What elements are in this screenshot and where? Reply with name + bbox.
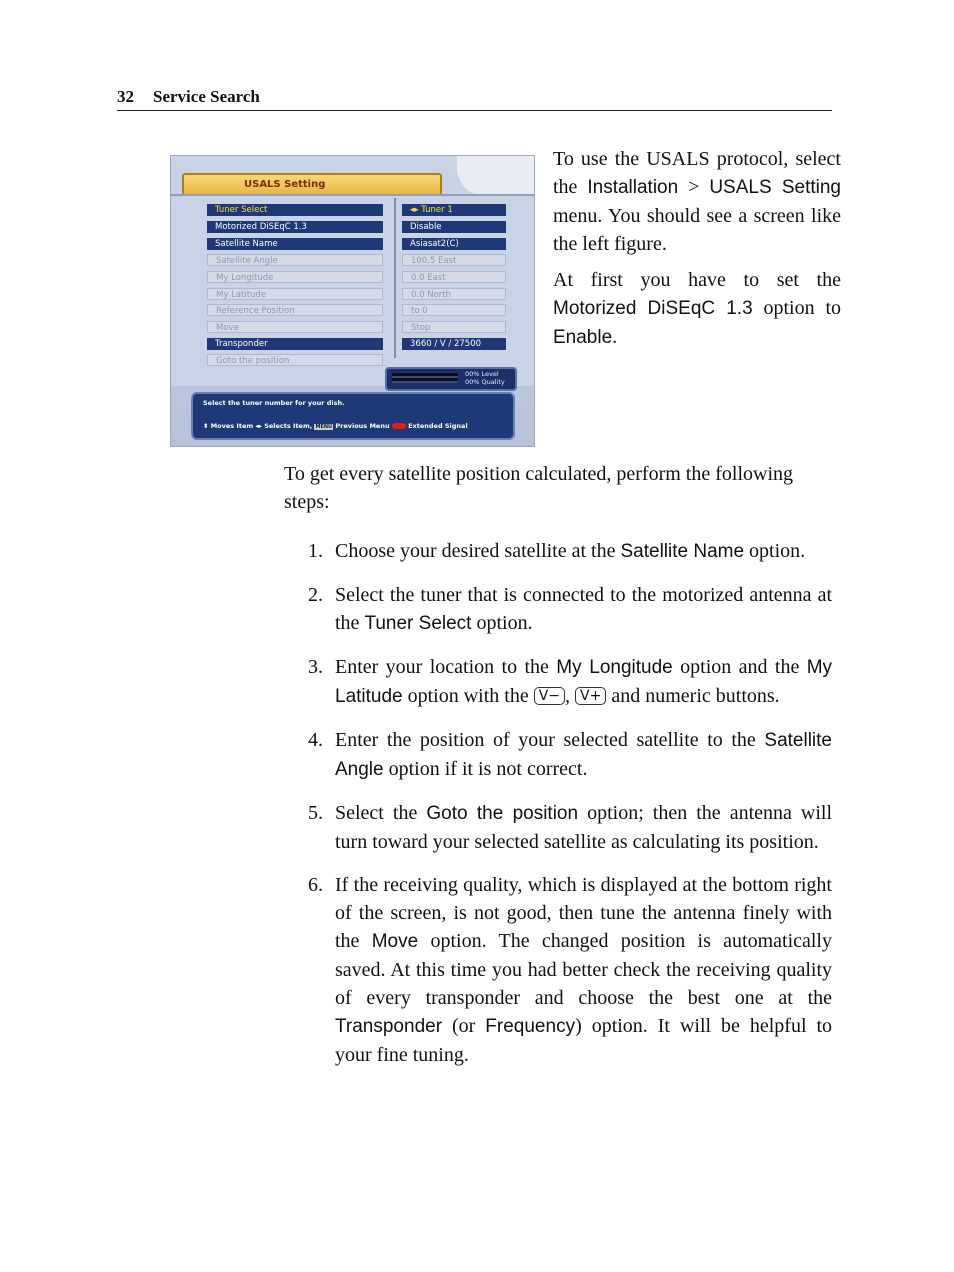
usals-setting-screenshot — [170, 155, 535, 447]
help-bar — [191, 392, 515, 440]
menu-value-transponder: 3660 / V / 27500 — [402, 338, 506, 350]
menu-label-satellite-angle: Satellite Angle — [207, 254, 383, 266]
text: Select the — [335, 802, 418, 824]
steps-list — [308, 537, 832, 1084]
menu-label-transponder: Transponder — [207, 338, 383, 350]
text: If the receiving quality, which is displayed at the bottom right of the screen, is not good, then tune the antenna finely with the — [335, 874, 832, 952]
step-number: 5. — [308, 802, 323, 824]
screen-title: USALS Setting — [244, 179, 326, 190]
option-ref: Move — [371, 931, 419, 952]
option-ref: Tuner Select — [364, 613, 472, 634]
help-previous: Previous Menu — [335, 422, 390, 430]
help-moves: Moves Item — [210, 422, 254, 430]
help-extended: Extended Signal — [408, 422, 468, 430]
leftright-icon: ◂▸ — [255, 422, 265, 430]
menu-label-motorized-diseqc: Motorized DiSEqC 1.3 — [207, 221, 383, 233]
menu-value-angle: 100.5 East — [402, 254, 506, 266]
volume-up-key-icon: V+ — [575, 687, 606, 705]
text: option with the — [407, 685, 529, 707]
menu-key-icon: MENU — [315, 424, 333, 430]
option-ref: My Latitude — [335, 657, 833, 707]
text: (or — [452, 1015, 476, 1037]
help-line-2 — [203, 422, 468, 430]
text: option; then the antenna will turn toward your selected satellite as calculating its position. — [335, 802, 833, 853]
menu-value-tuner — [402, 204, 506, 216]
menu-label-my-latitude: My Latitude — [207, 288, 383, 300]
step-number: 4. — [308, 729, 323, 751]
menu-label-reference-position: Reference Position — [207, 304, 383, 316]
option-ref: Motorized DiSEqC 1.3 — [553, 298, 753, 319]
section-title: Service Search — [153, 87, 260, 106]
help-line-1: Select the tuner number for your dish. — [203, 399, 345, 407]
screen-corner-decoration — [457, 156, 535, 196]
list-item — [308, 653, 832, 711]
menu-label-move: Move — [207, 321, 383, 333]
text: and numeric buttons. — [611, 685, 780, 707]
list-item — [308, 726, 832, 784]
text: option. The changed position is automatically saved. At this time you had better check the receiving quality of every transponder and choose the best one at the — [335, 930, 832, 1009]
menu-value-move: Stop — [402, 321, 506, 333]
intro-paragraph: To get every satellite position calculated, perform the following steps: — [284, 463, 793, 513]
menu-label-my-longitude: My Longitude — [207, 271, 383, 283]
step-number: 6. — [308, 874, 323, 896]
page-number: 32 — [117, 87, 134, 106]
text: At first you have to set the — [553, 269, 841, 291]
menu-value-reference: to 0 — [402, 304, 506, 316]
option-ref: Enable — [553, 327, 613, 348]
quality-text: 00% Quality — [465, 378, 505, 386]
option-ref: Frequency — [485, 1016, 576, 1037]
text: > — [688, 176, 700, 198]
text: Choose your desired satellite at the — [335, 540, 616, 562]
side-text — [553, 145, 841, 360]
menu-label-tuner-select: Tuner Select — [207, 204, 383, 216]
arrows-icon: ◂▸ — [410, 205, 422, 215]
menu-value-satellite: Asiasat2(C) — [402, 238, 506, 250]
text: Enter the position of your selected satellite to the — [335, 729, 756, 751]
running-header — [117, 86, 832, 111]
menu-value-tuner-text: Tuner 1 — [421, 205, 453, 215]
signal-bars — [392, 373, 458, 383]
menu-ref-usals: USALS Setting — [709, 177, 841, 198]
text: ) option. It will be helpful to your fine tuning. — [335, 1015, 833, 1066]
menu-value-latitude: 0.0 North — [402, 288, 506, 300]
option-ref: Satellite Angle — [335, 730, 833, 780]
step-number: 2. — [308, 584, 323, 606]
updown-icon: ⬍ — [203, 422, 211, 430]
option-ref: Satellite Name — [620, 541, 745, 562]
step-number: 1. — [308, 540, 323, 562]
text: . — [612, 326, 618, 348]
text: option if it is not correct. — [388, 758, 588, 780]
volume-down-key-icon: V− — [534, 687, 565, 705]
text: Select the tuner that is connected to the motorized antenna at the — [335, 584, 832, 634]
menu-ref-installation: Installation — [587, 177, 679, 198]
option-ref: Goto the position — [426, 803, 579, 824]
text: Enter your location to the — [335, 656, 549, 678]
menu-value-diseqc: Disable — [402, 221, 506, 233]
side-paragraph-2 — [553, 266, 841, 352]
text: , — [565, 685, 571, 707]
option-ref: Transponder — [335, 1016, 443, 1037]
signal-level-box — [385, 367, 517, 391]
level-text: 00% Level — [465, 370, 499, 378]
option-ref: My Longitude — [556, 657, 673, 678]
menu-label-satellite-name: Satellite Name — [207, 238, 383, 250]
text: option. — [476, 612, 533, 634]
list-item — [308, 871, 832, 1069]
menu-value-longitude: 0.0 East — [402, 271, 506, 283]
list-item — [308, 799, 832, 856]
side-paragraph-1 — [553, 145, 841, 258]
text: To use the USALS protocol, select the — [553, 148, 841, 198]
text: option and the — [680, 656, 800, 678]
menu-label-goto-position: Goto the position — [207, 354, 383, 366]
text: option. — [749, 540, 806, 562]
step-number: 3. — [308, 656, 323, 678]
text: menu. You should see a screen like the left figure. — [553, 205, 841, 255]
list-item — [308, 581, 832, 638]
list-item — [308, 537, 832, 566]
text: option to — [763, 297, 842, 319]
red-button-icon — [392, 423, 406, 429]
help-selects: Selects Item, — [264, 422, 313, 430]
panel-divider — [394, 198, 396, 358]
